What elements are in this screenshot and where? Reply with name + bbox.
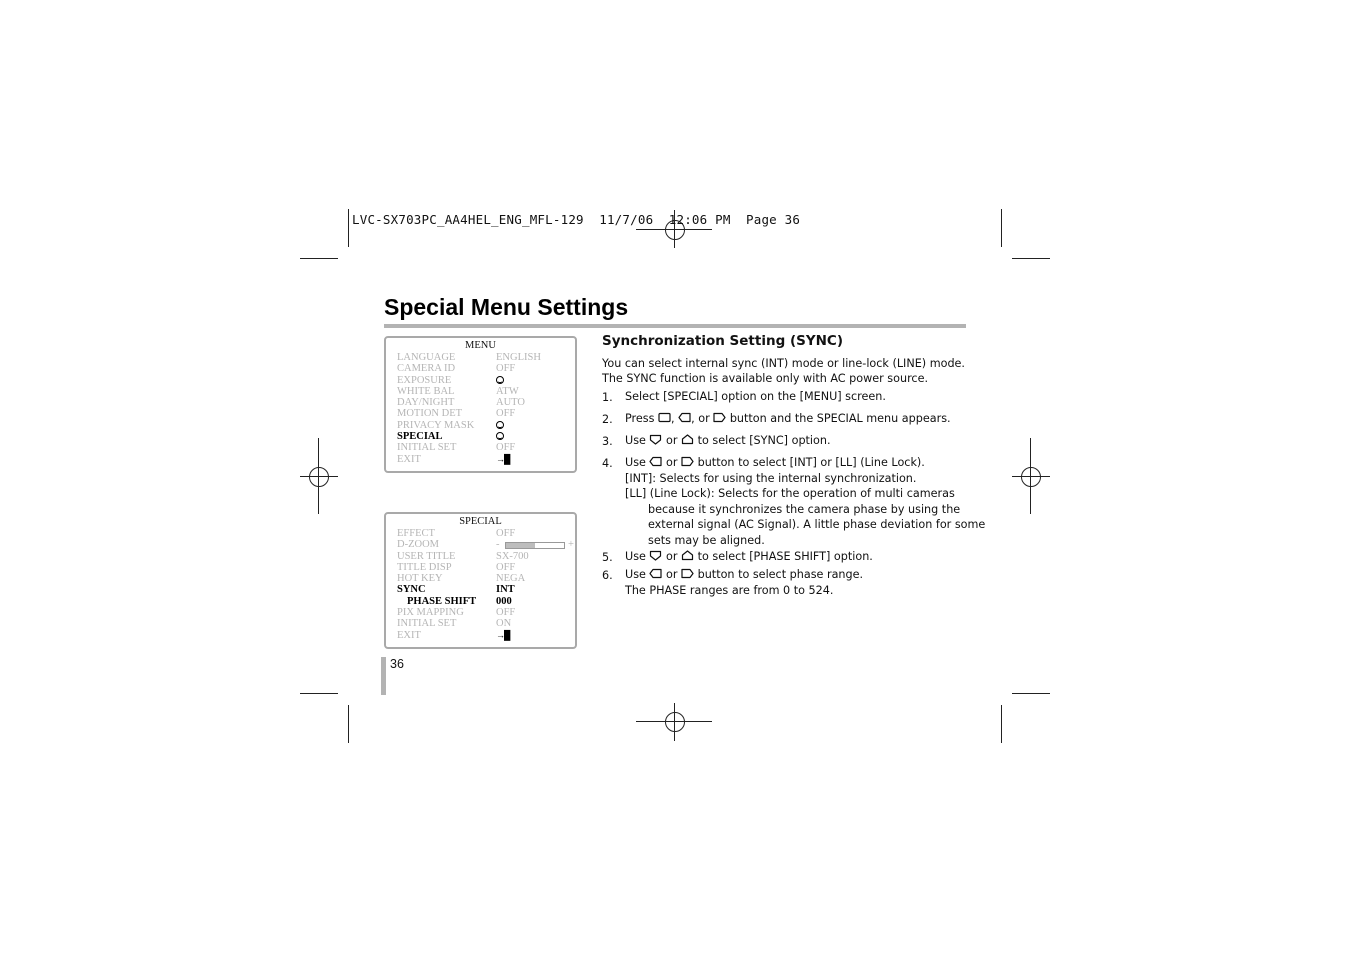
page-number-bar [381,657,386,695]
osd-label: EXIT [397,453,421,465]
down-button-icon [649,550,662,566]
menu_osd-row [386,408,575,419]
page-number: 36 [390,657,404,671]
osd-value: ON [496,618,512,630]
enter-icon [496,432,504,440]
step-text [625,433,831,450]
step-number: 6. [602,569,613,582]
zoom-minus-label: - [496,539,500,551]
step-detail-line: sets may be aligned. [648,533,765,547]
osd-value: SX-700 [496,550,529,562]
osd-value: AUTO [496,397,525,409]
osd-label: PRIVACY MASK [397,419,475,431]
osd-label: EXPOSURE [397,374,452,386]
step-post: button to select [INT] or [LL] (Line Lock). [697,456,925,469]
menu_osd-row [386,386,575,397]
step-number: 2. [602,413,613,426]
menu-osd-title: MENU [465,340,496,351]
down-button-icon [649,434,662,450]
step-post: button and the SPECIAL menu appears. [729,412,951,425]
step-mid: or [666,434,678,447]
osd-label: SYNC [397,584,426,596]
right-button-icon [681,456,694,472]
title-rule [384,324,966,328]
intro-line-1: You can select internal sync (INT) mode or line-lock (LINE) mode. [602,357,965,370]
special_osd-row [386,596,575,607]
step-detail-line: [LL] (Line Lock): Selects for the operation of multi cameras [625,487,955,500]
intro-line-2: The SYNC function is available only with AC power source. [602,372,929,385]
osd-label: WHITE BAL [397,385,455,397]
osd-label: LANGUAGE [397,352,456,363]
special-osd-title: SPECIAL [459,516,502,527]
step-pre: Press [625,412,655,425]
special_osd-row [386,551,575,562]
step-post: button to select phase range. [697,568,864,581]
step-post: to select [SYNC] option. [697,434,831,447]
osd-value-cell [496,584,576,595]
osd-label: MOTION DET [397,408,463,420]
osd-value-cell [496,431,576,442]
special-osd-screen [384,512,577,649]
osd-value: ATW [496,385,519,397]
special_osd-row [386,618,575,629]
osd-value: OFF [496,607,516,619]
osd-value-cell [496,618,576,629]
osd-label: CAMERA ID [397,363,456,375]
step-number: 1. [602,391,613,404]
step-number: 3. [602,435,613,448]
step-pre: Use [625,568,646,581]
osd-value-cell [496,408,576,419]
special_osd-row [386,562,575,573]
section-heading: Synchronization Setting (SYNC) [602,333,843,349]
right-button-icon [681,568,694,584]
osd-label: HOT KEY [397,573,443,585]
osd-value: ENGLISH [496,352,541,363]
osd-label: D-ZOOM [397,539,439,551]
menu_osd-row [386,375,575,386]
osd-label: INITIAL SET [397,442,457,454]
special_osd-row [386,630,575,641]
zoom-plus-label: + [568,539,574,551]
up-button-icon [681,434,694,450]
osd-value: OFF [496,528,516,539]
menu_osd-row [386,431,575,442]
step-number: 4. [602,457,613,470]
osd-value-cell [496,420,576,431]
osd-value: 000 [496,595,512,607]
osd-label: TITLE DISP [397,561,452,573]
menu-osd-screen [384,336,577,473]
step-detail-line: The PHASE ranges are from 0 to 524. [625,583,834,597]
special_osd-row [386,607,575,618]
osd-value: OFF [496,408,516,420]
osd-value: OFF [496,561,516,573]
step-mid: or [666,456,678,469]
step-detail-line: [INT]: Selects for using the internal synchronization. [625,471,917,485]
osd-value-cell [496,607,576,618]
special_osd-row [386,584,575,595]
step-text [625,389,886,405]
special_osd-row [386,528,575,539]
exit-icon: →█ [496,629,510,640]
step-text [625,567,863,584]
print-header: LVC-SX703PC_AA4HEL_ENG_MFL-129 11/7/06 12:06 PM Page 36 [352,212,801,227]
right-button-icon [713,412,726,428]
osd-label: INITIAL SET [397,618,457,630]
osd-label: USER TITLE [397,550,456,562]
osd-value-cell [496,562,576,573]
zoom-level-bar [505,542,565,549]
osd-value: INT [496,584,515,596]
left-button-icon [649,568,662,584]
step-label: Select [SPECIAL] option on the [MENU] screen. [625,390,886,403]
osd-value: NEGA [496,573,526,585]
osd-label: SPECIAL [397,431,443,443]
osd-value-cell [496,630,576,641]
osd-value: OFF [496,442,516,454]
step-post: to select [PHASE SHIFT] option. [697,550,873,563]
osd-value-cell [496,528,576,539]
step-text [625,455,925,472]
step-text [625,549,873,566]
exit-icon: →█ [496,453,510,464]
step-mid: or [666,568,678,581]
menu_osd-row [386,397,575,408]
osd-value-cell [496,397,576,408]
step-sep: , or [691,412,710,425]
menu_osd-row [386,420,575,431]
osd-value-cell [496,596,576,607]
left-button-icon [678,412,691,428]
page-title: Special Menu Settings [384,294,629,320]
step-mid: or [666,550,678,563]
osd-label: EXIT [397,629,421,641]
osd-value-cell [496,352,576,363]
osd-value-cell [496,551,576,562]
menu-button-icon [658,412,671,428]
menu_osd-row [386,442,575,453]
menu_osd-row [386,352,575,363]
step-pre: Use [625,434,646,447]
step-sep: , [671,412,675,425]
osd-label: PHASE SHIFT [407,595,477,607]
step-number: 5. [602,551,613,564]
step-detail-line: because it synchronizes the camera phase by using the [648,502,961,516]
enter-icon [496,376,504,384]
osd-value-cell [496,442,576,453]
osd-value: OFF [496,363,516,375]
osd-value-cell [496,573,576,584]
step-text [625,411,951,428]
osd-value-cell [496,539,576,550]
menu_osd-row [386,454,575,465]
enter-icon [496,421,504,429]
step-pre: Use [625,456,646,469]
osd-label: EFFECT [397,528,435,539]
special_osd-row [386,573,575,584]
osd-value-cell [496,363,576,374]
menu_osd-row [386,363,575,374]
up-button-icon [681,550,694,566]
step-pre: Use [625,550,646,563]
left-button-icon [649,456,662,472]
osd-value-cell [496,375,576,386]
osd-value-cell [496,454,576,465]
osd-label: PIX MAPPING [397,607,464,619]
osd-value-cell [496,386,576,397]
special_osd-row [386,539,575,550]
step-detail-line: external signal (AC Signal). A little phase deviation for some [648,518,986,531]
osd-label: DAY/NIGHT [397,397,455,409]
